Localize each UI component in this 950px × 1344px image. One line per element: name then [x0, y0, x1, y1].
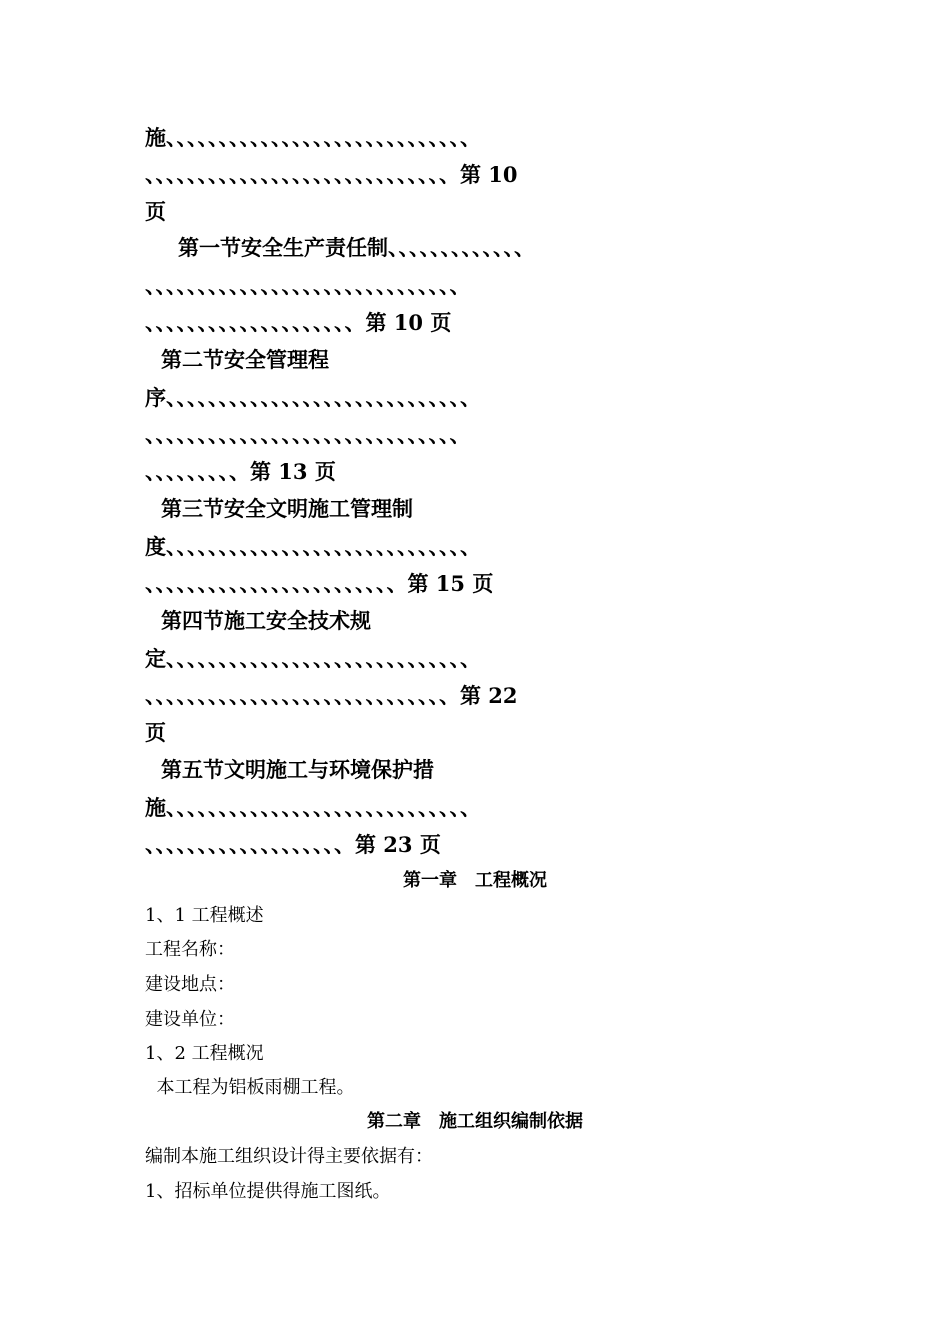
- toc-entry-section-4: 第四节施工安全技术规: [161, 608, 371, 633]
- toc-entry-section-3: 第三节安全文明施工管理制: [161, 496, 413, 521]
- chapter-1-line: 1、2 工程概况: [145, 1043, 264, 1064]
- toc-entry-section-5: 第五节文明施工与环境保护措: [161, 757, 434, 782]
- toc-line: 度、、、、、、、、、、、、、、、、、、、、、、、、、、、、、: [145, 534, 481, 559]
- toc-line: 定、、、、、、、、、、、、、、、、、、、、、、、、、、、、、: [145, 646, 481, 671]
- toc-line: 、、、、、、、、、、、、、、、、、、、、、、、、、、、、、第 10: [145, 162, 518, 187]
- toc-line: 、、、、、、、、、、、、、、、、、、、、第 10 页: [145, 310, 452, 335]
- toc-line: 、、、、、、、、、第 13 页: [145, 459, 336, 484]
- toc-entry-section-1: 第一节安全生产责任制、、、、、、、、、、、、、: [178, 235, 535, 260]
- toc-line: 页: [145, 199, 166, 224]
- toc-line: 、、、、、、、、、、、、、、、、、、、、、、、、、、、、、、: [145, 273, 471, 298]
- chapter-1-line: 建设地点：: [145, 974, 235, 995]
- chapter-2-line: 1、招标单位提供得施工图纸。: [145, 1181, 391, 1202]
- toc-entry-section-2: 第二节安全管理程: [161, 347, 329, 372]
- toc-line: 、、、、、、、、、、、、、、、、、、、第 23 页: [145, 832, 441, 857]
- toc-line: 施、、、、、、、、、、、、、、、、、、、、、、、、、、、、、: [145, 125, 481, 150]
- chapter-1-line: 工程名称：: [145, 939, 235, 960]
- toc-line: 施、、、、、、、、、、、、、、、、、、、、、、、、、、、、、: [145, 795, 481, 820]
- toc-line: 、、、、、、、、、、、、、、、、、、、、、、、、、、、、、第 22: [145, 683, 518, 708]
- chapter-1-line: 1、1 工程概述: [145, 905, 264, 926]
- toc-line: 序、、、、、、、、、、、、、、、、、、、、、、、、、、、、、: [145, 385, 481, 410]
- chapter-2-line: 编制本施工组织设计得主要依据有：: [145, 1146, 433, 1167]
- toc-line: 、、、、、、、、、、、、、、、、、、、、、、、、、、、、、、: [145, 422, 471, 447]
- toc-line: 页: [145, 720, 166, 745]
- chapter-2-title: 第二章 施工组织编制依据: [367, 1111, 583, 1132]
- chapter-1-title: 第一章 工程概况: [403, 870, 547, 891]
- toc-line: 、、、、、、、、、、、、、、、、、、、、、、、、第 15 页: [145, 571, 494, 596]
- chapter-1-line: 本工程为铝板雨棚工程。: [145, 1077, 355, 1098]
- chapter-1-line: 建设单位：: [145, 1009, 235, 1030]
